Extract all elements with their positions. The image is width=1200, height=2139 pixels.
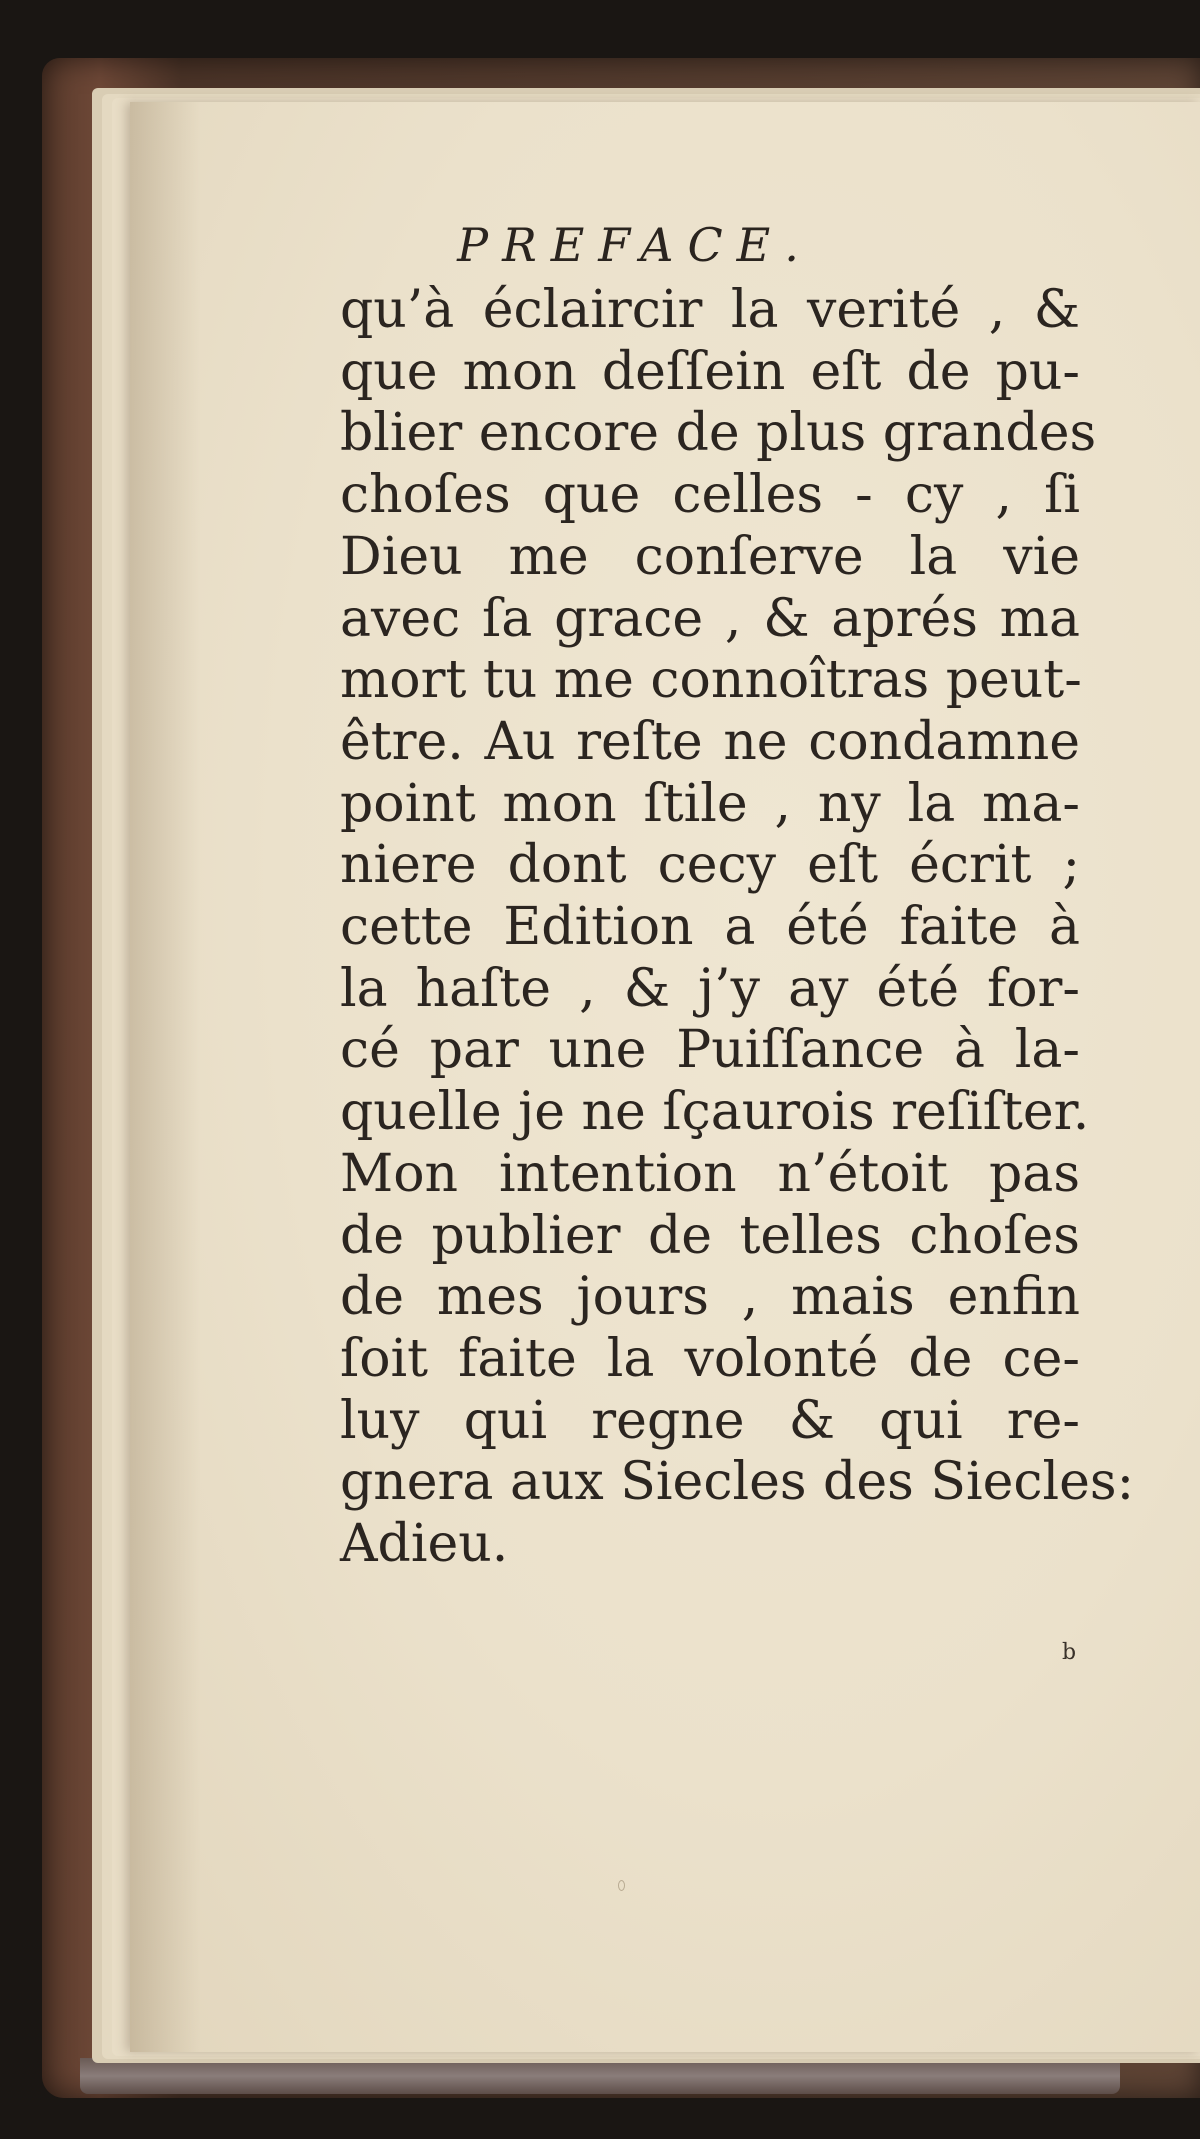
paper-blemish	[618, 1880, 625, 1891]
text-line: Dieu me conſerve la vie	[340, 526, 1080, 587]
text-line: qu’à éclaircir la verité , &	[340, 280, 1080, 340]
text-line: Mon intention n’étoit pas	[340, 1143, 1080, 1204]
text-line: point mon ſtile , ny la ma-	[340, 773, 1080, 834]
text-line: blier encore de plus grandes	[340, 403, 1097, 464]
text-line: avec ſa grace , & aprés ma	[340, 588, 1080, 649]
text-line: cé par une Puiſſance à la-	[340, 1020, 1080, 1081]
text-line: cette Edition a été faite à	[340, 897, 1080, 958]
text-line: que mon deſſein eſt de pu-	[340, 341, 1080, 402]
text-line: être. Au reſte ne condamne	[340, 711, 1080, 772]
text-line: ſoit faite la volonté de ce-	[340, 1328, 1080, 1389]
body-text	[340, 280, 1135, 1576]
book-cover-bottom-edge	[80, 2058, 1120, 2094]
text-line: Adieu.	[340, 1514, 509, 1575]
text-line: quelle je ne ſçaurois reſiſter.	[340, 1082, 1090, 1143]
catchword: b	[1062, 1640, 1077, 1665]
text-line: de publier de telles choſes	[340, 1205, 1080, 1266]
text-line: mort tu me connoîtras peut-	[340, 650, 1082, 711]
text-line: la haſte , & j’y ay été for-	[340, 958, 1080, 1019]
text-line: gnera aux Siecles des Siecles:	[340, 1452, 1135, 1513]
text-line: choſes que celles - cy , ſi	[340, 465, 1080, 526]
text-line: de mes jours , mais enfin	[340, 1267, 1080, 1328]
text-line: niere dont cecy eſt écrit ;	[340, 835, 1080, 896]
running-head: PREFACE.	[457, 218, 813, 272]
gutter-shadow	[130, 102, 200, 2052]
text-line: luy qui regne & qui re-	[340, 1390, 1080, 1451]
